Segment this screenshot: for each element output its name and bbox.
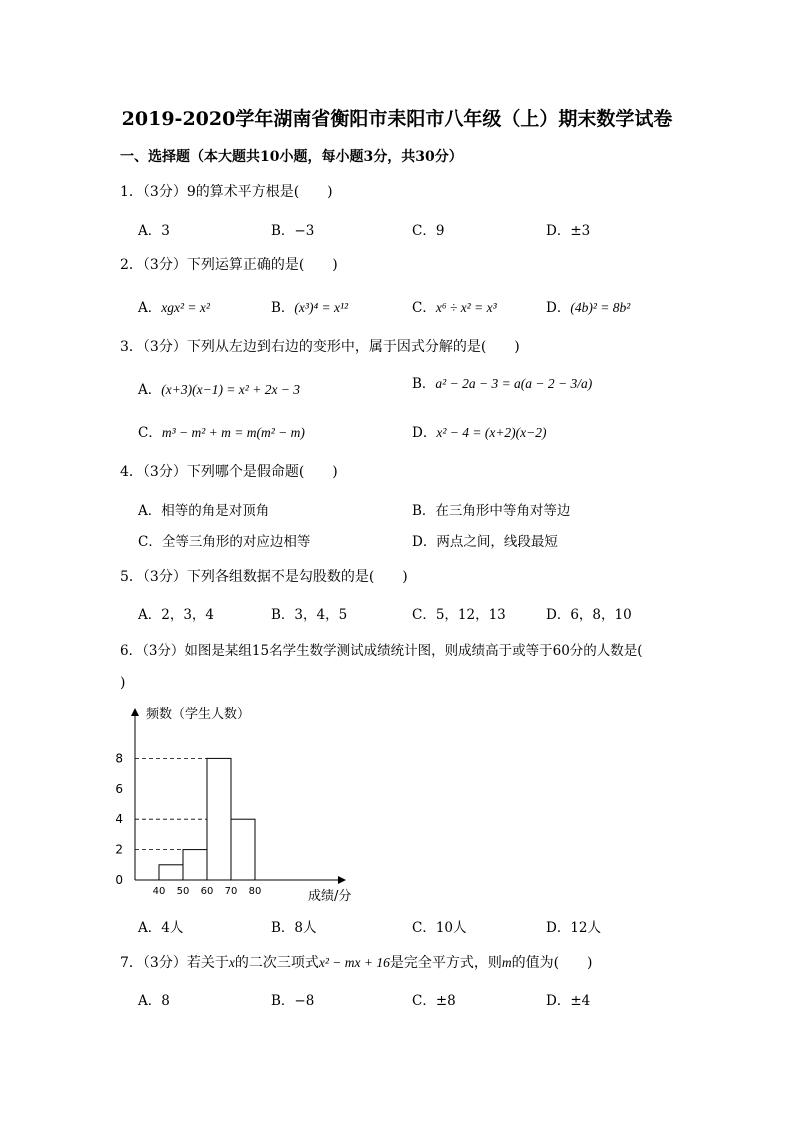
q3-option-b: B．a² − 2a − 3 = a(a − 2 − 3/a) [412,376,593,392]
q2-option-a-math: xgx² = x² [161,300,210,315]
q7-option-b: B．−8 [271,993,315,1009]
q4-option-c: C．全等三角形的对应边相等 [138,534,311,550]
question-6-stem-tail: ) [120,675,126,691]
q7-option-a: A．8 [138,993,170,1009]
chart-y-tick-label: 8 [115,751,123,766]
section-heading: 一、选择题（本大题共10小题，每小题3分，共30分） [120,149,463,165]
q7-option-d: D．±4 [546,993,591,1009]
question-2-stem: 2．（3分）下列运算正确的是( ) [120,257,338,273]
chart-x-tick-label: 50 [176,886,190,897]
q2-option-a: A．xgx² = x² [138,300,210,316]
chart-y-arrow [131,708,139,716]
chart-xlabel: 成绩/分 [308,889,352,904]
q2-option-d: D．(4b)² = 8b² [546,300,631,316]
q3-option-d-math: x² − 4 = (x+2)(x−2) [436,425,547,440]
q6-option-a: A．4人 [138,920,184,936]
chart-bar [159,865,183,880]
question-7-stem: 7．（3分）若关于x的二次三项式x² − mx + 16是完全平方式，则m的值为( ) [120,955,593,971]
q7-var-x: x [228,955,235,970]
q3-option-a-math: (x+3)(x−1) = x² + 2x − 3 [161,382,301,397]
q2-option-c-math: x⁶ ÷ x² = x³ [435,300,497,315]
histogram-chart [110,700,370,910]
q5-option-b: B．3，4，5 [271,607,348,623]
chart-ylabel: 频数（学生人数） [146,707,251,722]
chart-x-arrow [338,876,346,884]
q5-option-c: C．5，12，13 [412,607,506,623]
q4-option-d: D．两点之间，线段最短 [412,534,558,550]
q3-option-a: A．(x+3)(x−1) = x² + 2x − 3 [138,382,301,398]
chart-bar [183,850,207,880]
q6-option-d: D．12人 [546,920,602,936]
q1-option-d: D．±3 [546,223,591,239]
q5-option-a: A．2，3，4 [138,607,215,623]
chart-y-tick-label: 4 [115,812,123,827]
q4-option-a: A．相等的角是对顶角 [138,503,270,519]
question-6-stem: 6．（3分）如图是某组15名学生数学测试成绩统计图，则成绩高于或等于60分的人数是( [120,643,643,659]
q7-var-m: m [501,955,512,970]
q7-trinomial: x² − mx + 16 [318,955,390,970]
q1-option-b: B．−3 [271,223,315,239]
chart-x-tick-label: 40 [152,886,166,897]
q3-option-c: C．m³ − m² + m = m(m² − m) [138,425,305,441]
question-4-stem: 4．（3分）下列哪个是假命题( ) [120,464,338,480]
q4-option-b: B．在三角形中等角对等边 [412,503,571,519]
q3-option-b-math: a² − 2a − 3 = a(a − 2 − 3/a) [435,376,593,391]
chart-x-tick-label: 80 [248,886,262,897]
chart-y-tick-label: 0 [115,873,123,887]
q2-option-d-math: (4b)² = 8b² [570,300,631,315]
question-1-stem: 1．（3分）9的算术平方根是( ) [120,184,333,200]
q2-option-b-math: (x³)⁴ = x¹² [294,300,349,315]
q2-option-b: B．(x³)⁴ = x¹² [271,300,349,316]
q7-option-c: C．±8 [412,993,456,1009]
q5-option-d: D．6，8，10 [546,607,632,623]
chart-x-tick-label: 70 [224,886,238,897]
q6-option-b: B．8人 [271,920,317,936]
q3-option-c-math: m³ − m² + m = m(m² − m) [161,425,305,440]
q1-option-c: C．9 [412,223,445,239]
question-5-stem: 5．（3分）下列各组数据不是勾股数的是( ) [120,569,408,585]
question-3-stem: 3．（3分）下列从左边到右边的变形中，属于因式分解的是( ) [120,339,520,355]
q2-option-c: C．x⁶ ÷ x² = x³ [412,300,497,316]
q3-option-d: D．x² − 4 = (x+2)(x−2) [412,425,547,441]
chart-y-tick-label: 6 [115,781,123,796]
q1-option-a: A．3 [138,223,170,239]
q6-option-c: C．10人 [412,920,467,936]
chart-x-tick-label: 60 [200,886,214,897]
chart-bar [207,758,231,880]
chart-bar [231,819,255,880]
chart-y-tick-label: 2 [115,842,123,857]
page-title: 2019-2020学年湖南省衡阳市耒阳市八年级（上）期末数学试卷 [121,108,673,130]
